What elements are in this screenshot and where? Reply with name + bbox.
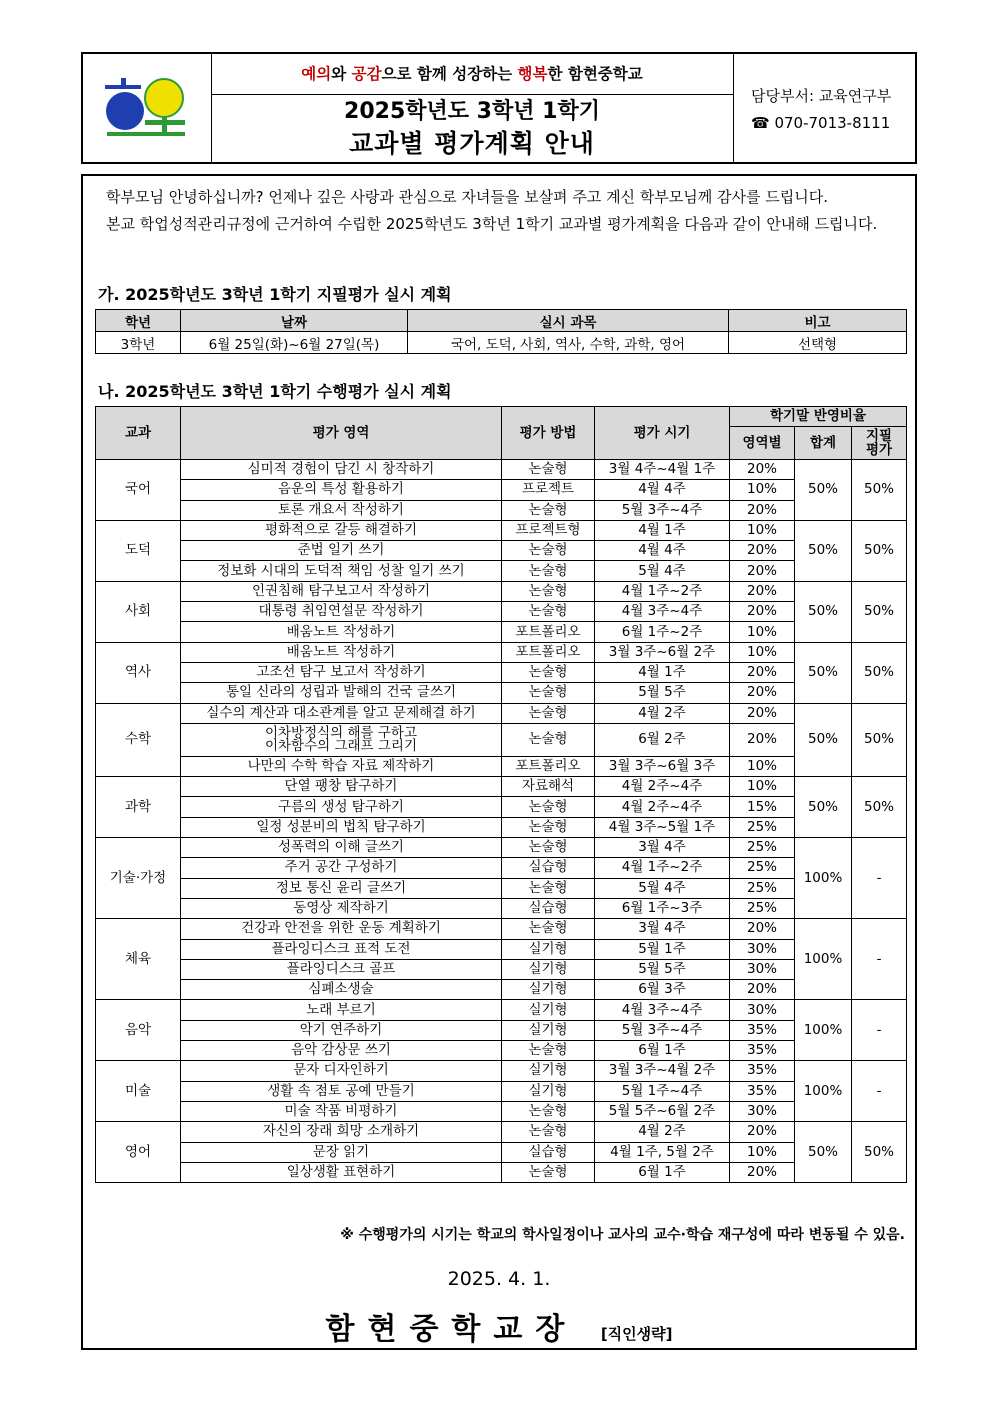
table-row (96, 1081, 907, 1101)
table-row (96, 919, 907, 939)
subject-cell: 기술·가정 (96, 838, 181, 919)
period-cell: 4월 2주~4주 (595, 797, 730, 817)
period-cell: 5월 5주~6월 2주 (595, 1101, 730, 1121)
subject-cell: 국어 (96, 460, 181, 521)
area-cell: 나만의 수학 학습 자료 제작하기 (181, 756, 502, 776)
method-cell: 실기형 (502, 1020, 595, 1040)
motto-text: 와 (331, 65, 352, 83)
period-cell: 4월 2주 (595, 1122, 730, 1142)
header-box (81, 52, 917, 164)
method-cell: 논술형 (502, 1101, 595, 1121)
exam-cell: 50% (852, 1122, 907, 1183)
table-row (96, 1142, 907, 1162)
area-cell: 배움노트 작성하기 (181, 642, 502, 662)
subject-cell: 체육 (96, 919, 181, 1000)
area-cell: 플라잉디스크 표적 도전 (181, 939, 502, 959)
exam-cell: - (852, 1000, 907, 1061)
area-cell: 준법 일기 쓰기 (181, 541, 502, 561)
method-cell: 논술형 (502, 500, 595, 520)
area-cell: 플라잉디스크 골프 (181, 959, 502, 979)
method-cell: 포트폴리오 (502, 622, 595, 642)
total-cell: 50% (795, 520, 852, 581)
section-b-title: 나. 2025학년도 3학년 1학기 수행평가 실시 계획 (98, 382, 452, 401)
method-cell: 논술형 (502, 683, 595, 703)
method-cell: 논술형 (502, 602, 595, 622)
method-cell: 실기형 (502, 939, 595, 959)
table-row (96, 777, 907, 797)
area-cell: 건강과 안전을 위한 운동 계획하기 (181, 919, 502, 939)
method-cell: 논술형 (502, 1041, 595, 1061)
table-header: 날짜 (181, 310, 408, 332)
area-cell: 음운의 특성 활용하기 (181, 480, 502, 500)
ratio-cell: 20% (730, 581, 795, 601)
signature-name: 함현중학교장 (325, 1312, 578, 1347)
table-header: 평가 영역 (181, 407, 502, 460)
table-row (96, 980, 907, 1000)
motto-word-happiness: 행복 (517, 65, 548, 83)
written-exam-table (95, 309, 907, 354)
ratio-cell: 35% (730, 1020, 795, 1040)
table-row (96, 898, 907, 918)
table-header: 영역별 (730, 427, 795, 460)
period-cell: 6월 3주 (595, 980, 730, 1000)
table-header: 실시 과목 (408, 310, 729, 332)
exam-cell: 50% (852, 642, 907, 703)
method-cell: 논술형 (502, 581, 595, 601)
ratio-cell: 20% (730, 703, 795, 723)
exam-cell: 50% (852, 777, 907, 838)
ratio-cell: 20% (730, 1122, 795, 1142)
area-cell: 정보화 시대의 도덕적 책임 성찰 일기 쓰기 (181, 561, 502, 581)
area-cell: 심폐소생술 (181, 980, 502, 1000)
total-cell: 50% (795, 460, 852, 521)
table-row (96, 1061, 907, 1081)
period-cell: 5월 4주 (595, 561, 730, 581)
period-cell: 4월 2주 (595, 703, 730, 723)
ratio-cell: 25% (730, 858, 795, 878)
department: 담당부서: 교육연구부 (751, 87, 892, 105)
ratio-cell: 30% (730, 1000, 795, 1020)
table-row (96, 797, 907, 817)
ratio-cell: 20% (730, 602, 795, 622)
table-cell: 3학년 (96, 332, 181, 354)
area-cell: 성폭력의 이해 글쓰기 (181, 838, 502, 858)
period-cell: 5월 3주~4주 (595, 500, 730, 520)
section-a-title: 가. 2025학년도 3학년 1학기 지필평가 실시 계획 (98, 285, 452, 304)
period-cell: 5월 3주~4주 (595, 1020, 730, 1040)
area-cell: 악기 연주하기 (181, 1020, 502, 1040)
table-row (96, 642, 907, 662)
table-row (96, 939, 907, 959)
method-cell: 실습형 (502, 1142, 595, 1162)
period-cell: 6월 1주~3주 (595, 898, 730, 918)
method-cell: 포트폴리오 (502, 756, 595, 776)
table-header-row (96, 407, 907, 427)
table-row (96, 1020, 907, 1040)
subject-cell: 과학 (96, 777, 181, 838)
area-cell: 자신의 장래 희망 소개하기 (181, 1122, 502, 1142)
area-cell: 심미적 경험이 담긴 시 창작하기 (181, 460, 502, 480)
period-cell: 6월 1주~2주 (595, 622, 730, 642)
motto-word-courtesy: 예의 (301, 65, 332, 83)
table-row (96, 1000, 907, 1020)
ratio-cell: 25% (730, 838, 795, 858)
subject-cell: 음악 (96, 1000, 181, 1061)
method-cell: 논술형 (502, 797, 595, 817)
exam-cell: - (852, 919, 907, 1000)
method-cell: 논술형 (502, 919, 595, 939)
table-row (96, 332, 907, 354)
period-cell: 4월 4주 (595, 480, 730, 500)
period-cell: 4월 1주, 5월 2주 (595, 1142, 730, 1162)
period-cell: 5월 5주 (595, 959, 730, 979)
area-cell: 문자 디자인하기 (181, 1061, 502, 1081)
area-cell: 이차방정식의 해를 구하고 이차함수의 그래프 그리기 (181, 723, 502, 756)
ratio-cell: 15% (730, 797, 795, 817)
area-cell: 음악 감상문 쓰기 (181, 1041, 502, 1061)
method-cell: 논술형 (502, 1162, 595, 1182)
table-row (96, 959, 907, 979)
header-title-cell (211, 54, 734, 162)
method-cell: 논술형 (502, 838, 595, 858)
ratio-cell: 10% (730, 756, 795, 776)
table-header: 합계 (795, 427, 852, 460)
table-row (96, 838, 907, 858)
subject-cell: 역사 (96, 642, 181, 703)
method-cell: 실기형 (502, 980, 595, 1000)
table-header: 평가 방법 (502, 407, 595, 460)
ratio-cell: 10% (730, 1142, 795, 1162)
area-cell: 통일 신라의 성립과 발해의 건국 글쓰기 (181, 683, 502, 703)
seal-omitted: [직인생략] (600, 1325, 673, 1343)
method-cell: 실기형 (502, 1081, 595, 1101)
ratio-cell: 20% (730, 723, 795, 756)
table-header: 학기말 반영비율 (730, 407, 907, 427)
table-row (96, 683, 907, 703)
subject-cell: 사회 (96, 581, 181, 642)
subject-cell: 영어 (96, 1122, 181, 1183)
area-cell: 일정 성분비의 법칙 탐구하기 (181, 817, 502, 837)
total-cell: 100% (795, 838, 852, 919)
area-cell: 평화적으로 갈등 해결하기 (181, 520, 502, 540)
phone-number: ☎ 070-7013-8111 (751, 114, 891, 132)
ratio-cell: 35% (730, 1061, 795, 1081)
exam-cell: - (852, 838, 907, 919)
school-logo-cell (83, 54, 212, 162)
period-cell: 4월 3주~5월 1주 (595, 817, 730, 837)
subject-cell: 수학 (96, 703, 181, 777)
area-cell: 실수의 계산과 대소관계를 알고 문제해결 하기 (181, 703, 502, 723)
table-header: 교과 (96, 407, 181, 460)
subject-cell: 미술 (96, 1061, 181, 1122)
area-cell: 대통령 취임연설문 작성하기 (181, 602, 502, 622)
method-cell: 포트폴리오 (502, 642, 595, 662)
ratio-cell: 10% (730, 480, 795, 500)
area-cell: 동영상 제작하기 (181, 898, 502, 918)
table-row (96, 622, 907, 642)
table-row (96, 756, 907, 776)
table-row (96, 480, 907, 500)
method-cell: 실기형 (502, 1061, 595, 1081)
period-cell: 3월 4주~4월 1주 (595, 460, 730, 480)
method-cell: 논술형 (502, 460, 595, 480)
ratio-cell: 10% (730, 520, 795, 540)
table-row (96, 817, 907, 837)
principal-signature (83, 1304, 915, 1348)
period-cell: 5월 5주 (595, 683, 730, 703)
table-row (96, 1162, 907, 1182)
period-cell: 3월 3주~6월 2주 (595, 642, 730, 662)
area-cell: 주거 공간 구성하기 (181, 858, 502, 878)
period-cell: 4월 3주~4주 (595, 602, 730, 622)
period-cell: 4월 2주~4주 (595, 777, 730, 797)
period-cell: 3월 4주 (595, 838, 730, 858)
area-cell: 생활 속 점토 공예 만들기 (181, 1081, 502, 1101)
table-row (96, 1041, 907, 1061)
schedule-note: ※ 수행평가의 시기는 학교의 학사일정이나 교사의 교수·학습 재구성에 따라 변동될 수 있음. (340, 1227, 905, 1243)
period-cell: 6월 1주 (595, 1041, 730, 1061)
table-cell: 6월 25일(화)~6월 27일(목) (181, 332, 408, 354)
total-cell: 50% (795, 1122, 852, 1183)
exam-header-text: 지필 평가 (865, 428, 893, 458)
method-cell: 실기형 (502, 959, 595, 979)
table-row (96, 602, 907, 622)
contact-cell (735, 54, 915, 162)
table-header: 평가 시기 (595, 407, 730, 460)
area-cell: 단열 팽창 탐구하기 (181, 777, 502, 797)
intro-text (96, 184, 902, 238)
ratio-cell: 30% (730, 1101, 795, 1121)
table-row (96, 500, 907, 520)
method-cell: 논술형 (502, 561, 595, 581)
area-cell: 일상생활 표현하기 (181, 1162, 502, 1182)
ratio-cell: 25% (730, 878, 795, 898)
subject-cell: 도덕 (96, 520, 181, 581)
ratio-cell: 20% (730, 919, 795, 939)
intro-paragraph: 본교 학업성적관리규정에 근거하여 수립한 2025학년도 3학년 1학기 교과별 평가계획을 다음과 같이 안내해 드립니다. (106, 215, 878, 233)
table-header: 비고 (729, 310, 907, 332)
period-cell: 3월 4주 (595, 919, 730, 939)
total-cell: 100% (795, 1000, 852, 1061)
ratio-cell: 35% (730, 1041, 795, 1061)
period-cell: 4월 1주~2주 (595, 581, 730, 601)
ratio-cell: 20% (730, 662, 795, 682)
table-row (96, 581, 907, 601)
area-cell: 토론 개요서 작성하기 (181, 500, 502, 520)
table-row (96, 1101, 907, 1121)
method-cell: 논술형 (502, 723, 595, 756)
area-cell: 미술 작품 비평하기 (181, 1101, 502, 1121)
table-body (96, 460, 907, 1183)
table-row (96, 541, 907, 561)
ratio-cell: 10% (730, 777, 795, 797)
table-header-row (96, 310, 907, 332)
method-cell: 프로젝트형 (502, 520, 595, 540)
table-header (852, 427, 907, 460)
table-header: 학년 (96, 310, 181, 332)
period-cell: 5월 1주 (595, 939, 730, 959)
method-cell: 실습형 (502, 898, 595, 918)
table-cell: 국어, 도덕, 사회, 역사, 수학, 과학, 영어 (408, 332, 729, 354)
page-title-line2: 교과별 평가계획 안내 (349, 129, 595, 158)
table-row (96, 858, 907, 878)
ratio-cell: 20% (730, 1162, 795, 1182)
period-cell: 4월 1주 (595, 662, 730, 682)
method-cell: 실기형 (502, 1000, 595, 1020)
area-cell: 정보 통신 윤리 글쓰기 (181, 878, 502, 898)
period-cell: 6월 1주 (595, 1162, 730, 1182)
table-cell: 선택형 (729, 332, 907, 354)
ratio-cell: 20% (730, 561, 795, 581)
ratio-cell: 30% (730, 939, 795, 959)
table-row (96, 723, 907, 756)
total-cell: 50% (795, 581, 852, 642)
motto-word-empathy: 공감 (351, 65, 382, 83)
ratio-cell: 10% (730, 642, 795, 662)
period-cell: 4월 4주 (595, 541, 730, 561)
school-logo-icon (83, 54, 211, 162)
area-cell: 인권침해 탐구보고서 작성하기 (181, 581, 502, 601)
period-cell: 4월 1주 (595, 520, 730, 540)
ratio-cell: 20% (730, 980, 795, 1000)
method-cell: 논술형 (502, 878, 595, 898)
exam-cell: 50% (852, 703, 907, 777)
period-cell: 4월 1주~2주 (595, 858, 730, 878)
ratio-cell: 25% (730, 898, 795, 918)
performance-assessment-table (95, 406, 907, 1183)
intro-paragraph: 학부모님 안녕하십니까? 언제나 깊은 사랑과 관심으로 자녀들을 보살펴 주고 계신 학부모님께 감사를 드립니다. (106, 188, 829, 206)
main-box (81, 174, 917, 1350)
exam-cell: 50% (852, 460, 907, 521)
table-row (96, 878, 907, 898)
table-row (96, 703, 907, 723)
motto-text: 한 함현중학교 (547, 65, 643, 83)
ratio-cell: 20% (730, 460, 795, 480)
motto-text: 으로 함께 성장하는 (381, 65, 518, 83)
ratio-cell: 20% (730, 500, 795, 520)
period-cell: 5월 1주~4주 (595, 1081, 730, 1101)
period-cell: 4월 3주~4주 (595, 1000, 730, 1020)
ratio-cell: 20% (730, 683, 795, 703)
ratio-cell: 25% (730, 817, 795, 837)
ratio-cell: 20% (730, 541, 795, 561)
ratio-cell: 10% (730, 622, 795, 642)
exam-cell: 50% (852, 581, 907, 642)
period-cell: 5월 4주 (595, 878, 730, 898)
table-row (96, 1122, 907, 1142)
area-cell: 고조선 탐구 보고서 작성하기 (181, 662, 502, 682)
school-motto (211, 54, 733, 95)
ratio-cell: 30% (730, 959, 795, 979)
period-cell: 6월 2주 (595, 723, 730, 756)
exam-cell: 50% (852, 520, 907, 581)
method-cell: 프로젝트 (502, 480, 595, 500)
method-cell: 자료해석 (502, 777, 595, 797)
area-cell: 문장 읽기 (181, 1142, 502, 1162)
document-date: 2025. 4. 1. (447, 1268, 551, 1290)
page-title-line1: 2025학년도 3학년 1학기 (344, 99, 600, 124)
method-cell: 실습형 (502, 858, 595, 878)
exam-cell: - (852, 1061, 907, 1122)
method-cell: 논술형 (502, 1122, 595, 1142)
method-cell: 논술형 (502, 541, 595, 561)
area-cell: 노래 부르기 (181, 1000, 502, 1020)
total-cell: 50% (795, 703, 852, 777)
table-row (96, 561, 907, 581)
table-row (96, 662, 907, 682)
method-cell: 논술형 (502, 662, 595, 682)
method-cell: 논술형 (502, 817, 595, 837)
total-cell: 50% (795, 777, 852, 838)
period-cell: 3월 3주~4월 2주 (595, 1061, 730, 1081)
area-cell: 배움노트 작성하기 (181, 622, 502, 642)
table-row (96, 520, 907, 540)
table-row (96, 460, 907, 480)
total-cell: 100% (795, 1061, 852, 1122)
method-cell: 논술형 (502, 703, 595, 723)
period-cell: 3월 3주~6월 3주 (595, 756, 730, 776)
total-cell: 100% (795, 919, 852, 1000)
area-cell: 구름의 생성 탐구하기 (181, 797, 502, 817)
ratio-cell: 35% (730, 1081, 795, 1101)
total-cell: 50% (795, 642, 852, 703)
